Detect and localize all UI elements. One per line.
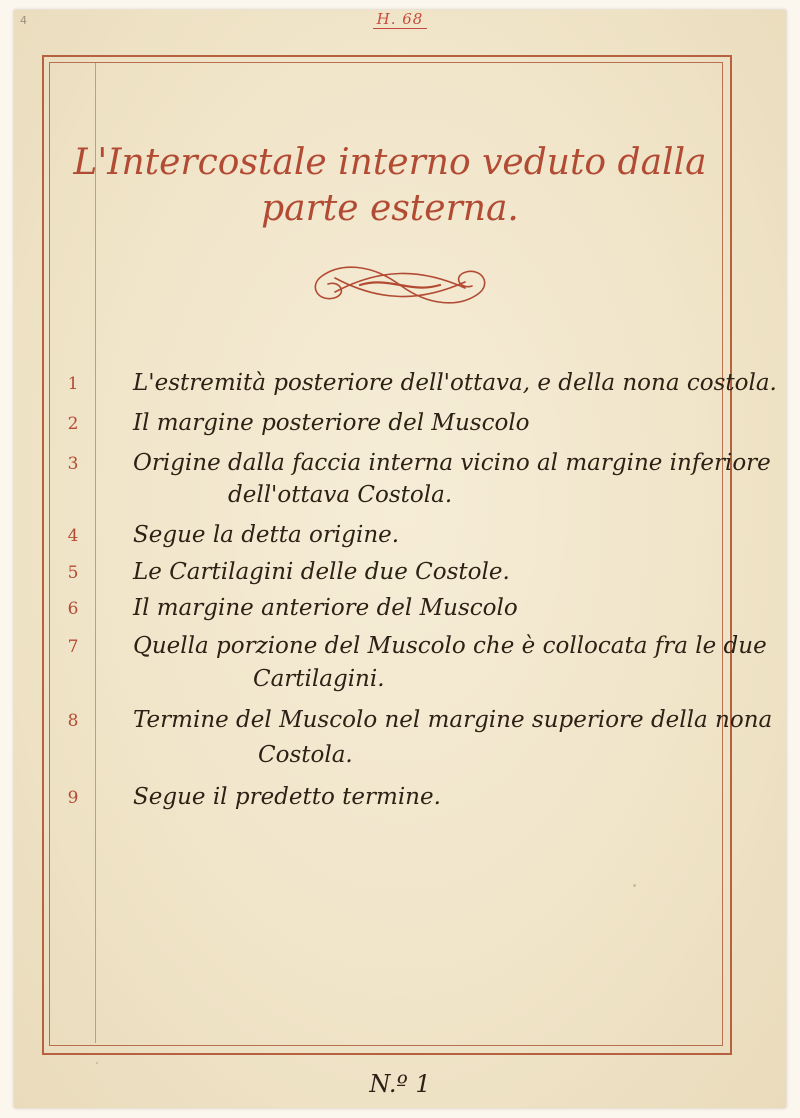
entry-number: 7 — [67, 637, 79, 657]
entry-line: Il margine posteriore del Muscolo — [133, 410, 530, 436]
entry-number: 6 — [67, 599, 79, 619]
entry-line-continued: dell'ottava Costola. — [228, 482, 453, 508]
entry-line: L'estremità posteriore dell'ottava, e della nona costola. — [133, 370, 777, 396]
entry-number: 8 — [67, 711, 79, 731]
title-line-1: L'Intercostale interno veduto dalla — [73, 142, 707, 183]
catalog-number-text: H. 68 — [373, 10, 428, 29]
entry-line: Termine del Muscolo nel margine superiore della nona — [133, 707, 773, 733]
pencil-mark: 4 — [20, 14, 27, 27]
paper-stain — [96, 1062, 98, 1064]
entry-line: Le Cartilagini delle due Costole. — [133, 559, 510, 585]
entry-number: 1 — [67, 374, 79, 394]
entry-number: 3 — [67, 454, 79, 474]
entry-line-continued: Costola. — [258, 742, 353, 768]
entry-line: Segue la detta origine. — [133, 522, 400, 548]
entry-line: Il margine anteriore del Muscolo — [133, 595, 518, 621]
entry-line: Segue il predetto termine. — [133, 784, 441, 810]
entry-line: Quella porzione del Muscolo che è collocata fra le due — [133, 633, 767, 659]
entry-number: 9 — [67, 788, 79, 808]
entry-number: 4 — [67, 526, 79, 546]
entry-number: 2 — [67, 414, 79, 434]
entry-number: 5 — [67, 563, 79, 583]
folio-number: N.º 1 — [369, 1070, 431, 1098]
calligraphic-flourish-icon — [300, 258, 500, 312]
page-title — [60, 140, 720, 232]
catalog-number — [0, 10, 800, 28]
title-line-2: parte esterna. — [261, 188, 519, 229]
entry-line: Origine dalla faccia interna vicino al margine inferiore — [133, 450, 771, 476]
entry-line-continued: Cartilagini. — [253, 666, 385, 692]
paper-stain — [633, 884, 636, 887]
